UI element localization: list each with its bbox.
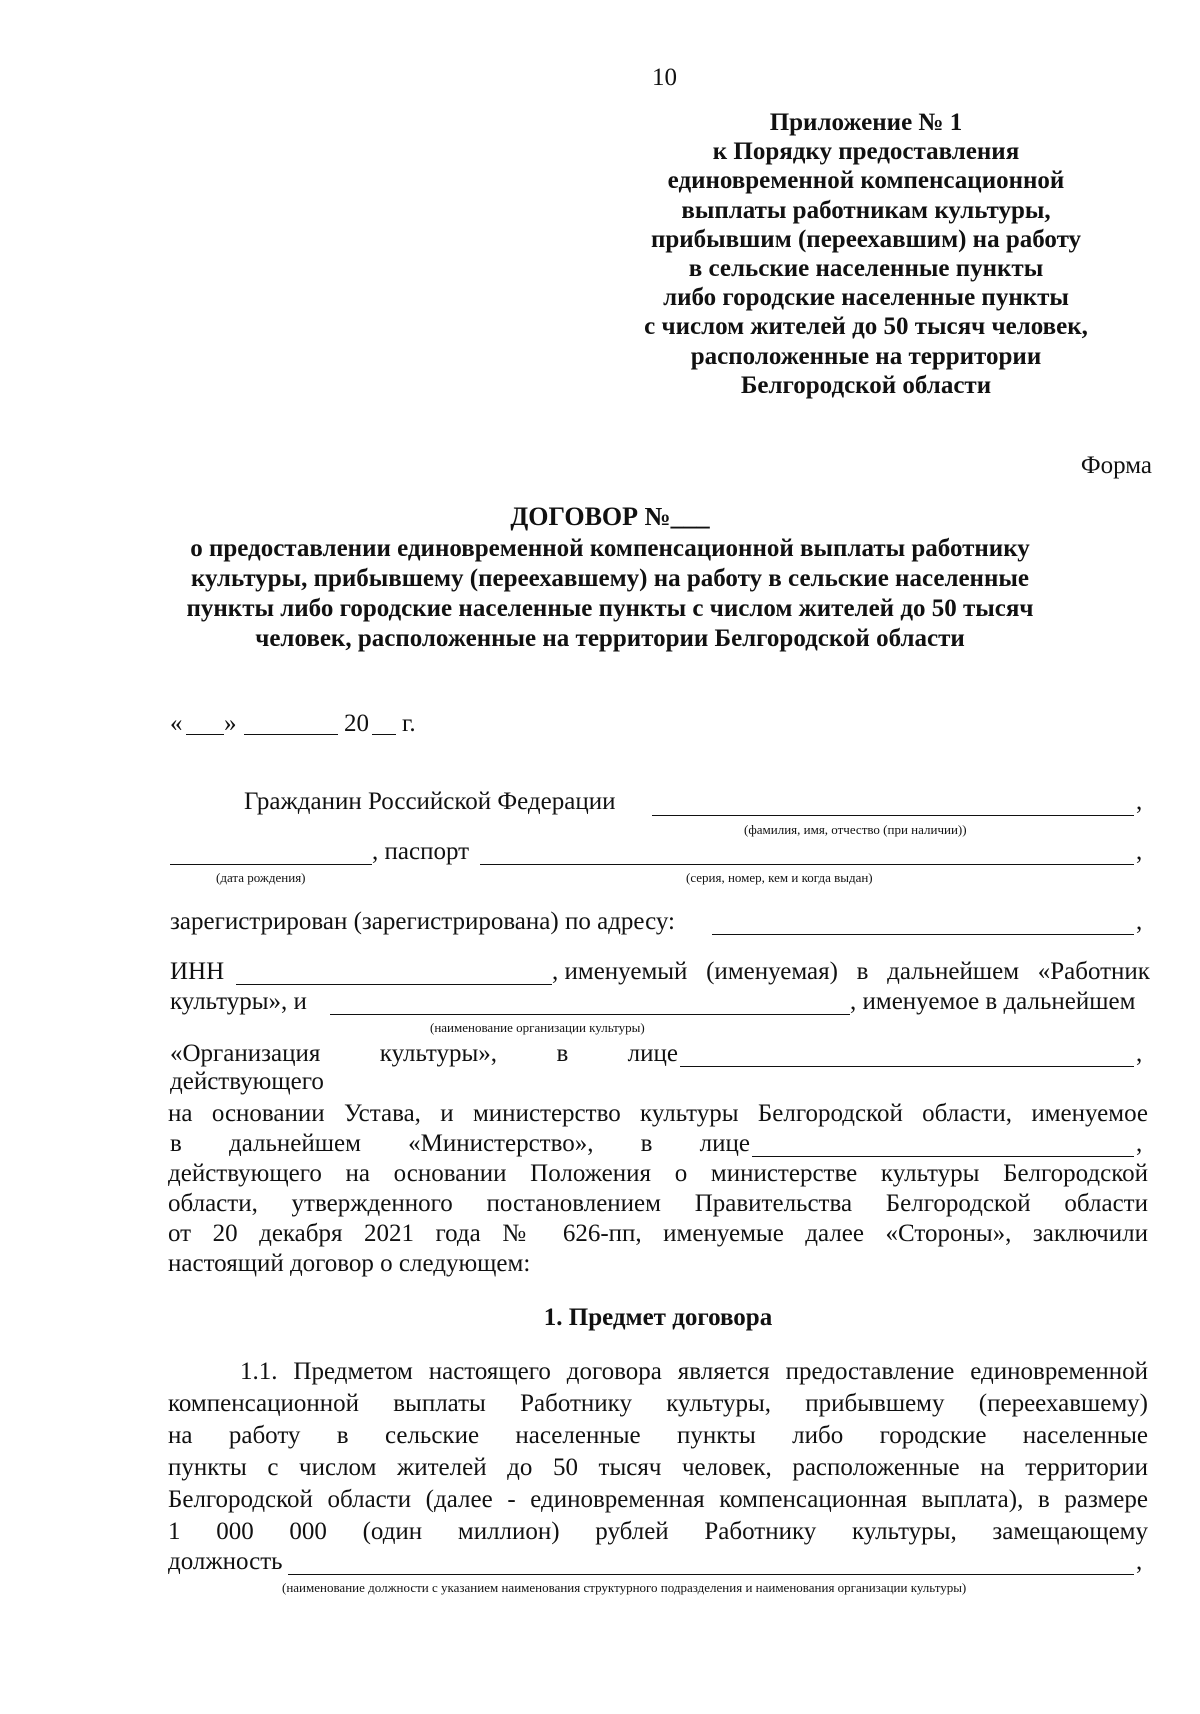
appendix-line: Белгородской области: [740, 371, 992, 399]
ministry-person-text: [170, 1128, 750, 1160]
word: лице: [627, 1040, 678, 1067]
contract-title: ДОГОВОР №___: [510, 502, 710, 531]
fio-field[interactable]: [652, 815, 1134, 816]
year-field[interactable]: [372, 734, 396, 735]
comma: ,: [1136, 908, 1143, 935]
contract-subtitle-line: культуры, прибывшему (переехавшему) на работу в сельские населенные: [190, 565, 1029, 592]
appendix-line: прибывшим (переехавшим) на работу: [650, 225, 1082, 253]
inn-field[interactable]: [236, 984, 552, 985]
form-label: Форма: [1080, 452, 1152, 479]
year-suffix: г.: [402, 710, 416, 737]
word: «Работник: [1037, 958, 1150, 985]
comma: ,: [1136, 1548, 1143, 1575]
page-number: 10: [652, 64, 677, 91]
contract-subtitle-line: пункты либо городские населенные пункты с числом жителей до 50 тысяч: [186, 595, 1034, 622]
day-field[interactable]: [186, 734, 224, 735]
citizen-label: Гражданин Российской Федерации: [244, 788, 616, 815]
ministry-representative-field[interactable]: [752, 1156, 1134, 1157]
org-representative-field[interactable]: [680, 1066, 1134, 1067]
passport-label: , паспорт: [372, 838, 470, 865]
section-1-line: компенсационной выплаты Работнику культуры, прибывшему (переехавшему): [168, 1390, 1148, 1417]
appendix-line: единовременной компенсационной: [667, 167, 1065, 195]
inn-label: ИНН: [170, 958, 225, 985]
section-1-line: 1 000 000 (один миллион) рублей Работнику культуры, замещающему: [168, 1518, 1148, 1545]
appendix-line: к Порядку предоставления: [712, 138, 1020, 166]
section-1-line: пункты с числом жителей до 50 тысяч человек, расположенные на территории: [168, 1454, 1148, 1481]
comma: ,: [1136, 788, 1143, 815]
appendix-line: с числом жителей до 50 тысяч человек,: [644, 313, 1088, 341]
position-label: должность: [168, 1548, 283, 1575]
comma: ,: [1136, 838, 1143, 865]
section-1-line: Белгородской области (далее - единовременная компенсационная выплата), в размере: [168, 1486, 1148, 1513]
passport-caption: (серия, номер, кем и когда выдан): [686, 870, 873, 885]
named-further-label: , именуемое в дальнейшем: [850, 988, 1136, 1015]
acting-label: действующего: [170, 1068, 324, 1095]
word: дальнейшем: [887, 958, 1020, 985]
position-field[interactable]: [288, 1574, 1134, 1575]
comma: ,: [1136, 1040, 1143, 1067]
appendix-line: либо городские населенные пункты: [663, 284, 1069, 312]
word: лице: [699, 1130, 750, 1157]
word: «Организация: [170, 1040, 321, 1067]
section-1-line: на работу в сельские населенные пункты либо городские населенные: [168, 1422, 1148, 1449]
appendix-line: в сельские населенные пункты: [688, 255, 1044, 283]
word: (именуемая): [706, 958, 838, 985]
position-caption: (наименование должности с указанием наименования структурного подразделения и наименования организации культуры): [282, 1580, 967, 1595]
appendix-line: выплаты работникам культуры,: [681, 196, 1051, 224]
word: в: [556, 1040, 569, 1067]
word: в: [640, 1130, 653, 1157]
word: дальнейшем: [228, 1130, 361, 1157]
decree-date-line: от 20 декабря 2021 года № 626-пп, именуемые далее «Стороны», заключили: [168, 1220, 1148, 1247]
comma: ,: [1136, 1130, 1143, 1157]
contract-subtitle-line: человек, расположенные на территории Белгородской области: [255, 625, 965, 652]
inn-named-text: [552, 956, 1150, 988]
word: , именуемый: [552, 958, 688, 985]
birth-date-field[interactable]: [170, 864, 372, 865]
acting-line: действующего на основании Положения о министерстве культуры Белгородской: [168, 1160, 1148, 1187]
section-1-heading: 1. Предмет договора: [543, 1304, 773, 1331]
word: культуры»,: [379, 1040, 498, 1067]
quote-close: »: [224, 710, 237, 737]
quote-open: «: [170, 710, 183, 737]
word: в: [856, 958, 869, 985]
passport-field[interactable]: [480, 864, 1134, 865]
address-field[interactable]: [712, 934, 1134, 935]
approved-line: области, утвержденного постановлением Правительства Белгородской области: [168, 1190, 1148, 1217]
concluded-line: настоящий договор о следующем:: [168, 1250, 531, 1277]
year-prefix: 20: [344, 710, 369, 737]
appendix-line: Приложение № 1: [769, 109, 963, 136]
organization-field[interactable]: [330, 1014, 850, 1015]
appendix-line: расположенные на территории: [690, 342, 1042, 370]
org-caption: (наименование организации культуры): [430, 1020, 645, 1035]
culture-and-label: культуры», и: [170, 988, 307, 1015]
word: в: [170, 1130, 182, 1157]
section-1-paragraph-first-line: 1.1. Предметом настоящего договора является предоставление единовременной: [240, 1358, 1148, 1385]
appendix-header: [586, 108, 1146, 400]
word: «Министерство»,: [408, 1130, 594, 1157]
fio-caption: (фамилия, имя, отчество (при наличии)): [744, 822, 967, 837]
contract-title-block: [150, 500, 1070, 654]
month-field[interactable]: [244, 734, 338, 735]
birth-caption: (дата рождения): [216, 870, 306, 885]
registered-label: зарегистрирован (зарегистрирована) по адресу:: [170, 908, 676, 935]
basis-line: на основании Устава, и министерство культуры Белгородской области, именуемое: [168, 1100, 1148, 1127]
contract-subtitle-line: о предоставлении единовременной компенсационной выплаты работнику: [190, 535, 1030, 562]
